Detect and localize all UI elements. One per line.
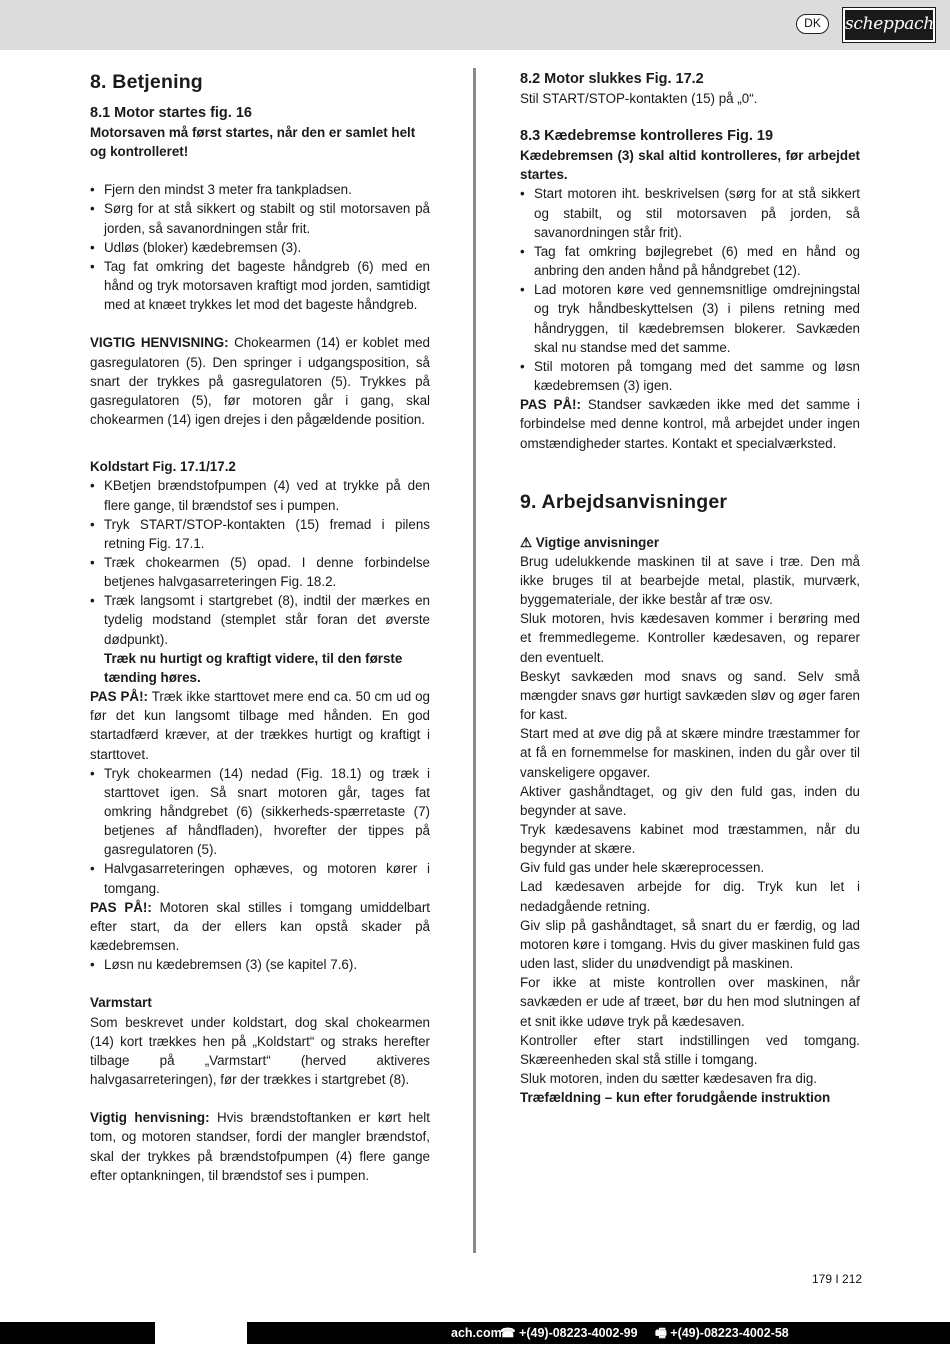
section-8-3-list xyxy=(520,184,860,395)
paragraph: Start med at øve dig på at skære mindre træstammer for at få en fornemmelse for maskinen, inden du går over til vanskeligere opgaver. xyxy=(520,726,860,780)
caution-label: PAS PÅ!: xyxy=(90,689,148,705)
note-label: VIGTIG HENVISNING: xyxy=(90,335,229,351)
section-8-2-text: Stil START/STOP-kontakten (15) på „0“. xyxy=(520,91,758,106)
caution-label: PAS PÅ!: xyxy=(90,899,152,915)
list-item: • Træk chokearmen (5) opad. I denne forbindelse betjenes halvgasarreteringen Fig. 18.2. xyxy=(90,553,430,591)
paragraph: Tryk kædesavens kabinet mod træstammen, når du begynder at skære. xyxy=(520,822,860,857)
paragraph: Kontroller efter start indstillingen ved tomgang. Skæreenheden skal stå stille i tomgang. xyxy=(520,1032,860,1067)
section-8-title: 8. Betjening xyxy=(90,71,203,93)
column-divider xyxy=(473,68,476,1253)
subtitle-text: Vigtige anvisninger xyxy=(535,534,660,550)
footer-website: ach.com xyxy=(451,1326,502,1340)
caution-text: Motoren skal stilles i tomgang umiddelbart efter start, da der ellers kan opstå skader på kædebremsen. xyxy=(90,899,430,954)
section-9-title: 9. Arbejdsanvisninger xyxy=(520,490,728,513)
caution-label: PAS PÅ!: xyxy=(520,397,581,413)
list-item: • Stil motoren på tomgang med det samme og løsn kædebremsen (3) igen. xyxy=(520,357,860,395)
caution-note-2 xyxy=(90,898,430,955)
cold-start-list xyxy=(90,476,430,648)
list-item: • Udløs (bloker) kædebremsen (3). xyxy=(90,238,430,257)
note-text: Chokearmen (14) er koblet med gasregulatoren (5). Den springer i udgangsposition, så snart der trykkes på gasregulatoren (5). Trykkes på gasregulatoren (5), før motoren går i gang, skal chokearmen (14) igen drejes i den pågældende position. xyxy=(90,335,430,428)
paragraph: For ikke at miste kontrollen over maskinen, når savkæden er ude af træet, bør du hen mod slutningen af et snit ikke udøve tryk på kædesaven. xyxy=(520,975,860,1029)
list-item: • KBetjen brændstofpumpen (4) ved at trykke på den flere gange, til brændstof ses i pumpen. xyxy=(90,476,430,514)
warm-start-text: Som beskrevet under koldstart, dog skal chokearmen (14) kort trækkes hen på „Koldstart“ og straks herefter tilbage på „Varmstart“ (herved aktiveres halvgasarreteringen), før der trækkes i startgrebet (8). xyxy=(90,1014,430,1088)
list-item: • Sørg for at stå sikkert og stabilt og stil motorsaven på jorden, så savanordningen står frit. xyxy=(90,199,430,237)
section-8-3-lead: Kædebremsen (3) skal altid kontrolleres, før arbejdet startes. xyxy=(520,148,860,183)
section-8-1-lead: Motorsaven må først startes, når den er samlet helt og kontrolleret! xyxy=(90,125,416,160)
important-note-2 xyxy=(90,1108,430,1185)
paragraph: Aktiver gashåndtaget, og giv den fuld gas, inden du begynder at save. xyxy=(520,783,860,818)
brand-logo: scheppach xyxy=(843,8,935,42)
note-label: Vigtig henvisning: xyxy=(90,1110,210,1126)
list-item: • Tag fat omkring bøjlegrebet (6) med en hånd og anbring den anden hånd på håndgrebet (12). xyxy=(520,242,860,280)
list-item: • Tag fat omkring det bageste håndgreb (6) med en hånd og tryk motorsaven kraftigt mod jorden, samtidigt med at knæet trykkes let mod det bageste håndgreb. xyxy=(90,257,430,314)
warm-start-title: Varmstart xyxy=(90,995,152,1011)
warning-icon: ⚠ xyxy=(520,534,533,550)
caution-text: Træk ikke starttovet mere end ca. 50 cm ud og før det kun langsomt tilbage med hånden. En god startadfærd kræver, at der trækkes hurtigt og kraftigt i starttovet. xyxy=(90,689,430,762)
list-item: • Halvgasarreteringen ophæves, og motoren kører i tomgang. xyxy=(90,859,430,897)
section-8-2-title: 8.2 Motor slukkes Fig. 17.2 xyxy=(520,71,704,87)
section-9-subtitle xyxy=(520,533,860,552)
list-item: • Fjern den mindst 3 meter fra tankpladsen. xyxy=(90,180,430,199)
left-column xyxy=(90,70,430,1185)
section-8-3-title: 8.3 Kædebremse kontrolleres Fig. 19 xyxy=(520,128,774,145)
paragraph: Sluk motoren, inden du sætter kædesaven fra dig. xyxy=(520,1071,817,1087)
cold-start-title: Koldstart Fig. 17.1/17.2 xyxy=(90,459,236,475)
right-column xyxy=(520,70,860,1107)
paragraph: Giv slip på gashåndtaget, så snart du er færdig, og lad motoren køre i tomgang. Hvis du giver maskinen fuld gas uden last, slider du unødvendigt på maskinen. xyxy=(520,917,860,972)
list-item: • Træk langsomt i startgrebet (8), indtil der mærkes en tydelig modstand (stemplet står foran det øverste dødpunkt). xyxy=(90,591,430,648)
footer-bar xyxy=(0,1322,950,1344)
cold-start-list-3 xyxy=(90,955,430,974)
section-8-1-title: 8.1 Motor startes fig. 16 xyxy=(90,105,252,121)
list-item: • Tryk START/STOP-kontakten (15) fremad i pilens retning Fig. 17.1. xyxy=(90,515,430,553)
list-item: • Start motoren iht. beskrivelsen (sørg for at stå sikkert og stabilt, og stil motorsaven på jorden, så savanordningen står frit). xyxy=(520,184,860,241)
paragraph: Lad kædesaven arbejde for dig. Tryk kun let i nedadgående retning. xyxy=(520,879,860,914)
list-item: • Lad motoren køre ved gennemsnitlige omdrejningstal og tryk håndbeskyttelsen (3) i pilens retning med håndryggen, til kædebremsen blokerer. Savkæden skal nu standse med det samme. xyxy=(520,280,860,357)
language-badge: DK xyxy=(796,14,829,34)
page-number: 179 I 212 xyxy=(812,1272,863,1286)
list-item: • Løsn nu kædebremsen (3) (se kapitel 7.6). xyxy=(90,955,430,974)
paragraph: Brug udelukkende maskinen til at save i træ. Den må ikke bruges til at bearbejde metal, plastik, murværk, byggemateriale, der ikke består af træ osv. xyxy=(520,553,860,608)
header-bar xyxy=(0,0,950,50)
section-8-1-list xyxy=(90,180,430,314)
note-text: Hvis brændstoftanken er kørt helt tom, og motoren standser, fordi der mangler brændstof, skal der trykkes på brændstofpumpen (4) flere gange efter optankningen, til brændstof ses i pumpen. xyxy=(90,1110,430,1183)
caution-text: Standser savkæden ikke med det samme i forbindelse med denne kontrol, må arbejdet under ingen omstændigheder startes. Kontakt et specialværksted. xyxy=(520,397,860,451)
paragraph: Beskyt savkæden mod snavs og sand. Selv små mængder snavs gør hurtigt savkæden sløv og øger faren for kast. xyxy=(520,668,860,723)
paragraph: Giv fuld gas under hele skæreprocessen. xyxy=(520,860,765,876)
cold-start-list-2 xyxy=(90,764,430,898)
important-note-1 xyxy=(90,333,430,429)
section-9-bold-ending: Træfældning – kun efter forudgående instruktion xyxy=(520,1090,831,1106)
paragraph: Sluk motoren, hvis kædesaven kommer i berøring med et fremmedlegeme. Kontroller kædesaven, og reparer den eventuelt. xyxy=(520,611,860,665)
cold-start-emphasis: Træk nu hurtigt og kraftigt videre, til den første tænding høres. xyxy=(104,650,403,685)
caution-note-1 xyxy=(90,687,430,764)
footer-fax: 🖷 +(49)-08223-4002-58 xyxy=(655,1326,789,1340)
caution-note-3 xyxy=(520,395,860,452)
list-item: • Tryk chokearmen (14) nedad (Fig. 18.1) og træk i starttovet igen. Så snart motoren går, tages fat omkring håndgrebet (6) (sikkerheds-spærretaste (7) betjenes af håndfladen), hvorefter der tippes på gasregulatoren (5). xyxy=(90,764,430,860)
footer-phone: ☎ +(49)-08223-4002-99 xyxy=(500,1326,638,1340)
